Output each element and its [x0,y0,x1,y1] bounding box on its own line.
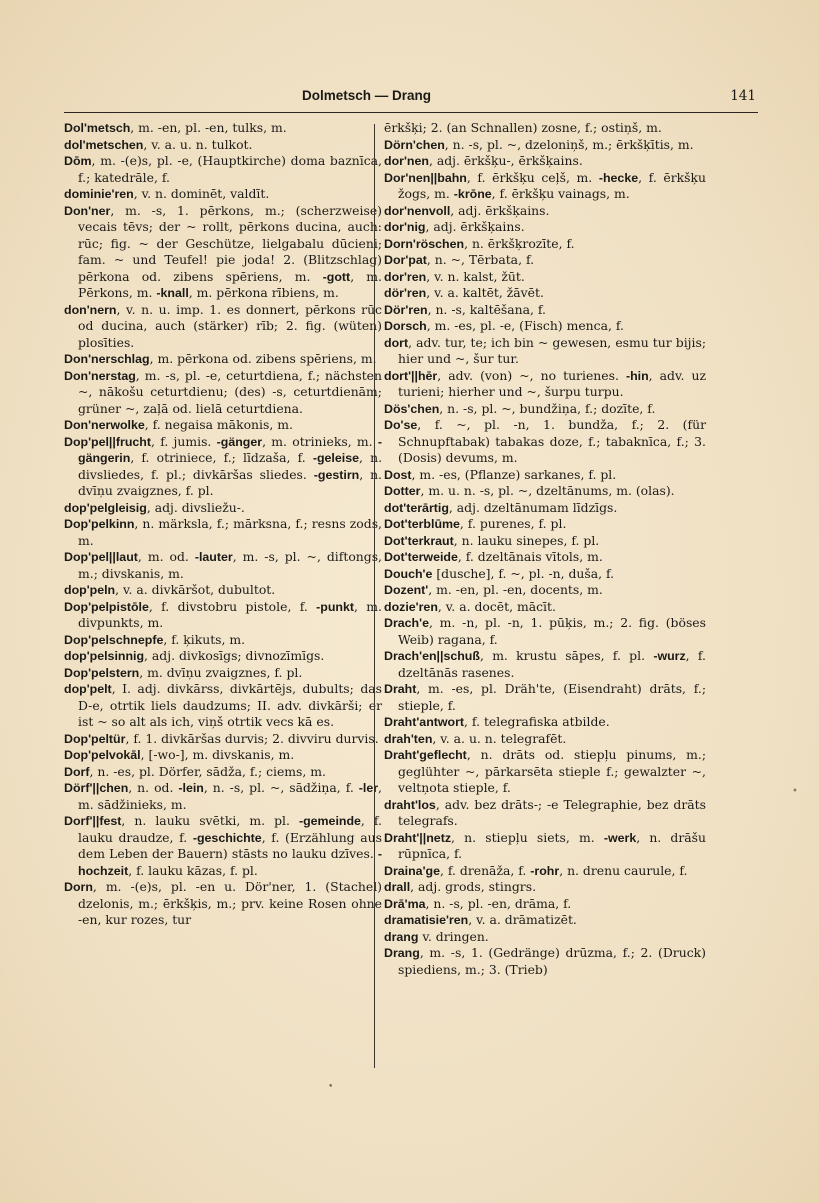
entry-text: , n. drāts od. stiepļu pinums, m.; geglühter ~, pārkarsēta stieple f.; gewalzter ~, veltņota stieple, f. [398,747,706,795]
entry-text: , adj. ērkšķu-, ērkšķains. [428,153,583,168]
dictionary-entry [64,351,382,368]
entry-text: , m. Pērkons, m. [78,268,382,300]
dictionary-entry [384,879,706,896]
entry-text: , v. a. u. n. telegrafēt. [432,730,567,746]
entry-text: , m. -es, pl. Dräh'te, (Eisendraht) drāts, f.; stieple, f. [398,681,706,713]
dictionary-entry [384,747,706,797]
entry-text: , m. od. [137,549,195,564]
entry-text: , n. -s, pl. ~, dzeloniņš, m.; ērkšķītis, m. [444,136,694,152]
dictionary-entry [384,335,706,368]
headword: -wurz [653,649,686,663]
entry-text: , n. drenu caurule, f. [559,862,688,878]
entry-text: , m. -en, pl. -en, docents, m. [428,582,603,597]
headword: Dot'terkraut [384,533,454,548]
dictionary-entry [384,549,706,566]
entry-text: , f. jumis. [150,433,217,449]
headword: Dorf [64,764,90,779]
entry-text: , I. adj. divkārss, divkārtējs, dubults; das D-e, otrtik liels daudzums; II. adv. divkārši; er ist ~ so alt als ich, viņš otrtik vecs kā es. [78,681,382,729]
headword: -ler [358,781,379,795]
headword: Drach'e [384,616,429,630]
headword: Dop'peltür [64,731,126,746]
dictionary-entry [384,929,706,946]
entry-text: , m. -s, pl. ~, diftongs, m.; divskanis, m. [78,549,382,581]
entry-text: , m. -s, 1. pērkons, m.; (scherzweise) vecais tēvs; der ~ rollt, pērkons ducina, auch: rūc; fig. ~ der Geschütze, lielgabalu dūcieni; fam. ~ und Teufel! pie joda! 2. (Blitzschlag) pērkona od. zibens spēriens, m. [78,202,382,284]
headword: -geleise [312,451,359,465]
dictionary-entry [384,533,706,550]
entry-text: , m. -(e)s, pl. -en u. Dör'ner, 1. (Stachel) dzelonis, m.; ērkšķis, m.; prv. keine Rosen ohne -en, kur rozes, tur [78,879,382,927]
entry-text: , v. a. kaltēt, žāvēt. [426,285,544,300]
headword: Draht'antwort [384,715,465,729]
headword: drah'ten [384,731,433,746]
dictionary-entry [384,302,706,319]
headword: dor'nenvoll [384,203,451,218]
entry-text: , m. -es, pl. -e, (Fisch) menca, f. [426,318,624,333]
dictionary-entry [384,252,706,269]
dictionary-entry [64,599,382,632]
dictionary-entry [64,500,382,517]
entry-text: , f. ķikuts, m. [163,631,246,647]
headword: -hochzeit [78,847,382,878]
dictionary-entry [384,170,706,203]
headword: Drach'en||schuß [384,649,480,663]
entry-text: , adj. ērkšķains. [425,219,525,234]
entry-text: [dusche], f. ~, pl. -n, duša, f. [432,565,615,581]
dictionary-entry [64,153,382,186]
dictionary-entry [384,599,706,616]
headword: dominie'ren [64,187,134,201]
dictionary-entry [384,285,706,302]
entry-text: , m. pērkona od. zibens spēriens, m. [149,351,377,366]
entry-text: , f. lauku draudze, f. [78,813,382,845]
dictionary-entry [384,219,706,236]
dictionary-entry [64,764,382,781]
dictionary-entry [384,566,706,583]
entry-text: , f. 1. divkāršas durvis; 2. divviru durvis. [125,730,379,746]
entry-text: , m. dvīņu zvaigznes, f. pl. [139,664,303,680]
headword: dort'||hēr [384,368,438,383]
entry-text: , adv. (von) ~, no turienes. [437,367,626,383]
dictionary-entry [64,516,382,549]
headword: Dop'pelvokāl [64,748,141,762]
entry-text: , v. a. u. n. tulkot. [143,136,253,152]
entry-text: , n. -s, pl. -en, drāma, f. [425,895,572,911]
headword: drall [384,880,411,894]
headword: Draht'||netz [384,830,452,845]
headword: Dor'pat [384,253,427,267]
headword: Dor'nen||bahn [384,170,467,185]
entry-text: , m. sādžinieks, m. [78,780,382,812]
header-rule [64,112,758,113]
headword: -lein [178,781,204,795]
dictionary-entry [384,120,706,137]
headword: Dörf'||chen [64,781,129,795]
headword: dop'peln [64,583,116,597]
entry-text: , n. -s, kaltēšana, f. [427,301,546,317]
entry-text: , f. dzeltānais vītols, m. [457,549,603,564]
right-column [384,120,706,978]
entry-text: , m. -en, pl. -en, tulks, m. [130,120,287,135]
entry-text: , f. ērkšķu vainags, m. [491,186,630,201]
headword: Dozent' [384,583,429,597]
headword: dramatisie'ren [384,913,469,927]
headword: Dot'terweide [384,550,458,564]
headword: -knall [156,286,189,300]
entry-text: , adj. dzeltānumam līdzīgs. [448,499,618,515]
column-divider [374,124,375,1068]
headword: Dop'pelschnepfe [64,632,164,647]
headword: -hin [625,368,649,383]
dictionary-entry [384,945,706,978]
entry-text: , n. märksla, f.; mārksna, f.; resns zods, m. [78,516,382,548]
entry-text: , f. ērkšķu žogs, m. [398,169,706,201]
left-column [64,120,382,929]
entry-text: , n. -es, pl. Dörfer, sādža, f.; ciems, m. [89,763,326,779]
headword: Drā'ma [384,896,426,911]
headword: -lauter [194,550,233,564]
entry-text: , f. purenes, f. pl. [459,516,567,531]
entry-text: , f. telegrafiska atbilde. [464,714,610,729]
dictionary-entry [64,632,382,649]
entry-text: , adj. divkosīgs; divnozīmīgs. [144,648,325,663]
entry-text: , n. dvīņu zvaigznes, f. pl. [78,466,382,498]
headword: Don'ner [64,203,111,218]
entry-text: , f. otriniece, f.; līdzaša, f. [130,450,313,465]
dictionary-entry [64,879,382,929]
entry-text: , f. dzeltānās rasenes. [398,648,706,680]
entry-text: , adv. bez drāts-; -e Telegraphie, bez drāts telegrafs. [398,796,706,828]
headword: Dorsch [384,319,427,333]
dictionary-entry [384,582,706,599]
headword: don'nern [64,302,117,317]
page-number: 141 [730,88,756,104]
entry-text: , n. drāšu rūpnīca, f. [398,829,706,861]
entry-text: , f. drenāža, f. [439,862,531,878]
entry-text: , n. lauku svētki, m. pl. [121,813,299,828]
dictionary-entry [64,681,382,731]
headword: -gänger [216,434,263,449]
headword: Dop'pelpistōle [64,599,149,614]
entry-text: , v. n. dominēt, valdīt. [133,186,270,201]
headword: Dorn [64,880,93,894]
headword: -geschichte [192,830,262,845]
footer-mark: • [328,1082,334,1092]
dictionary-entry [384,830,706,863]
dictionary-entry [64,368,382,418]
entry-text: , m. u. n. -s, pl. ~, dzeltānums, m. (olas). [420,483,675,498]
headword: Don'nerwolke [64,418,145,432]
dictionary-entry [384,318,706,335]
dictionary-entry [384,236,706,253]
dictionary-entry [384,681,706,714]
dictionary-entry [64,582,382,599]
entry-text: , v. a. divkāršot, dubultot. [115,582,276,597]
headword: Dotter [384,484,421,498]
entry-text: , m. pērkona rībiens, m. [188,285,339,300]
dictionary-entry [384,483,706,500]
dictionary-entry [384,648,706,681]
headword: Draht [384,682,417,696]
headword: dop'pelt [64,682,112,696]
entry-text: , v. n. u. imp. 1. es donnert, pērkons rūc od ducina, auch (stärker) rīb; 2. fig. (wüten) plosīties. [78,301,382,350]
entry-text: , n. ērkšķrozīte, f. [464,235,575,251]
headword: Dörn'chen [384,137,445,152]
headword: -gott [322,269,351,284]
dictionary-entry [384,615,706,648]
entry-text: v. dringen. [418,928,489,944]
entry-text: , m. -(e)s, pl. -e, (Hauptkirche) doma baznīca, f.; katedrāle, f. [78,153,382,185]
dictionary-entry [384,731,706,748]
headword: Dost [384,467,412,482]
entry-text: , v. a. drāmatizēt. [468,912,577,927]
entry-text: , m. otrinieks, m. [262,433,378,449]
dictionary-entry [384,401,706,418]
headword: -krōne [453,187,492,201]
dictionary-entry [384,137,706,154]
headword: dot'terārtig [384,500,449,515]
headword: Dop'pelkinn [64,517,135,531]
dictionary-entry [64,747,382,764]
headword: dor'nen [384,154,429,168]
headword: Draht'geflecht [384,748,467,762]
dictionary-entry [64,549,382,582]
entry-text: , f. lauku kāzas, f. pl. [128,862,258,878]
dictionary-entry [64,203,382,302]
margin-mark: • [792,786,798,797]
dictionary-entry [384,203,706,220]
headword: -werk [603,830,637,845]
headword: Dot'terblūme [384,517,460,531]
dictionary-entry [384,912,706,929]
entry-text: , f. ~, pl. -n, 1. bundža, f.; 2. (für Schnupftabak) tabakas doze, f.; tabaknīca, f.; 3. (Dosis) devums, m. [398,417,706,465]
headword: Dorn'röschen [384,236,465,251]
dictionary-entry [384,896,706,913]
dictionary-entry [384,863,706,880]
dictionary-entry [64,648,382,665]
headword: -gestirn [313,467,360,482]
dictionary-entry [384,269,706,286]
entry-text: , [-wo-], m. divskanis, m. [140,747,295,762]
page-header [300,88,760,110]
entry-text: , f. negaisa mākonis, m. [144,417,293,432]
headword: dop'pelgleisig [64,500,147,515]
dictionary-entry [64,780,382,813]
headword: dor'nig [384,220,426,234]
headword: Dös'chen [384,401,440,416]
dictionary-entry [384,467,706,484]
headword: Do'se [384,418,418,432]
headword: Dorf'||fest [64,814,122,828]
headword: Dör'ren [384,302,428,317]
entry-text: , f. (Erzählung aus dem Leben der Bauern) stāsts no lauku dzīves. [78,829,382,861]
entry-text: , n. -s, pl. ~, bundžiņa, f.; dozīte, f. [439,400,656,416]
entry-text: , adv. tur, te; ich bin ~ gewesen, esmu tur bijis; hier und ~, šur tur. [398,334,706,366]
headword: -rohr [530,863,560,878]
headword: Dōm [64,154,92,168]
entry-text: , m. -es, (Pflanze) sarkanes, f. pl. [411,466,617,482]
headword: Don'nerschlag [64,352,150,366]
entry-text: , n. stiepļu siets, m. [451,829,604,845]
entry-text: , n. ~, Tērbata, f. [426,252,535,267]
headword: dor'ren [384,269,427,284]
entry-text: , adj. divsliežu-. [146,499,245,515]
dictionary-entry [64,137,382,154]
entry-text: , m. -n, pl. -n, 1. pūķis, m.; 2. fig. (böses Weib) ragana, f. [398,615,706,647]
headword: dort [384,335,409,350]
entry-text: , m. krustu sāpes, f. pl. [479,648,654,663]
headword: Dop'pel||frucht [64,434,151,449]
entry-text: , m. -s, pl. -e, ceturtdiena, f.; nächsten ~, nākošu ceturtdienu; (des) -s, ceturtdienām; grüner ~, zaļā od. lielā ceturtdiena. [78,367,382,416]
entry-text: , n. lauku sinepes, f. pl. [453,532,600,548]
dictionary-entry [384,797,706,830]
headword: -hecke [598,170,639,185]
entry-text: , m. divpunkts, m. [78,598,382,630]
dictionary-entry [384,417,706,467]
entry-text: , n. divsliedes, f. pl.; divkāršas sliedes. [78,450,383,482]
dictionary-entry [64,120,382,137]
headword: -punkt [316,599,355,614]
headword: dol'metschen [64,137,144,152]
running-head: Dolmetsch — Drang [302,88,432,103]
headword: -gängerin [78,434,382,465]
dictionary-entry [64,186,382,203]
dictionary-entry [64,417,382,434]
dictionary-entry [64,731,382,748]
entry-text: , f. divstobru pistole, f. [148,598,317,614]
headword: Draina'ge [384,863,440,878]
dictionary-entry [64,665,382,682]
headword: draht'los [384,797,436,812]
entry-text: , v. n. kalst, žūt. [426,268,525,284]
dictionary-entry [384,153,706,170]
entry-text: , v. a. docēt, mācīt. [437,598,556,614]
dictionary-entry [384,516,706,533]
headword: Douch'e [384,566,433,581]
headword: Dop'pelstern [64,665,140,680]
dictionary-entry [64,302,382,352]
headword: dozie'ren [384,599,438,614]
entry-text: , n. od. [128,780,179,795]
dictionary-entry [384,714,706,731]
dictionary-entry [64,434,382,500]
headword: dop'pelsinnig [64,649,145,663]
dictionary-entry [64,813,382,879]
headword: -gemeinde [298,814,361,828]
headword: Drang [384,946,420,960]
entry-text: , m. -s, 1. (Gedränge) drūzma, f.; 2. (Druck) spiediens, m.; 3. (Trieb) [398,945,706,977]
entry-text: , f. ērkšķu ceļš, m. [466,169,599,185]
headword: Don'nerstag [64,368,136,383]
dictionary-entry [384,368,706,401]
entry-text: , adv. uz turieni; hierher und ~, šurpu turpu. [398,367,706,399]
entry-text: ērkšķi; 2. (an Schnallen) zosne, f.; ostiņš, m. [384,120,662,135]
entry-text: , adj. grods, stingrs. [410,879,537,894]
headword: Dol'metsch [64,121,131,135]
entry-text: , adj. ērkšķains. [450,202,550,218]
dictionary-entry [384,500,706,517]
headword: Dop'pel||laut [64,550,138,564]
headword: drang [384,929,419,944]
entry-text: , n. -s, pl. ~, sādžiņa, f. [203,780,359,795]
headword: dör'ren [384,286,427,300]
